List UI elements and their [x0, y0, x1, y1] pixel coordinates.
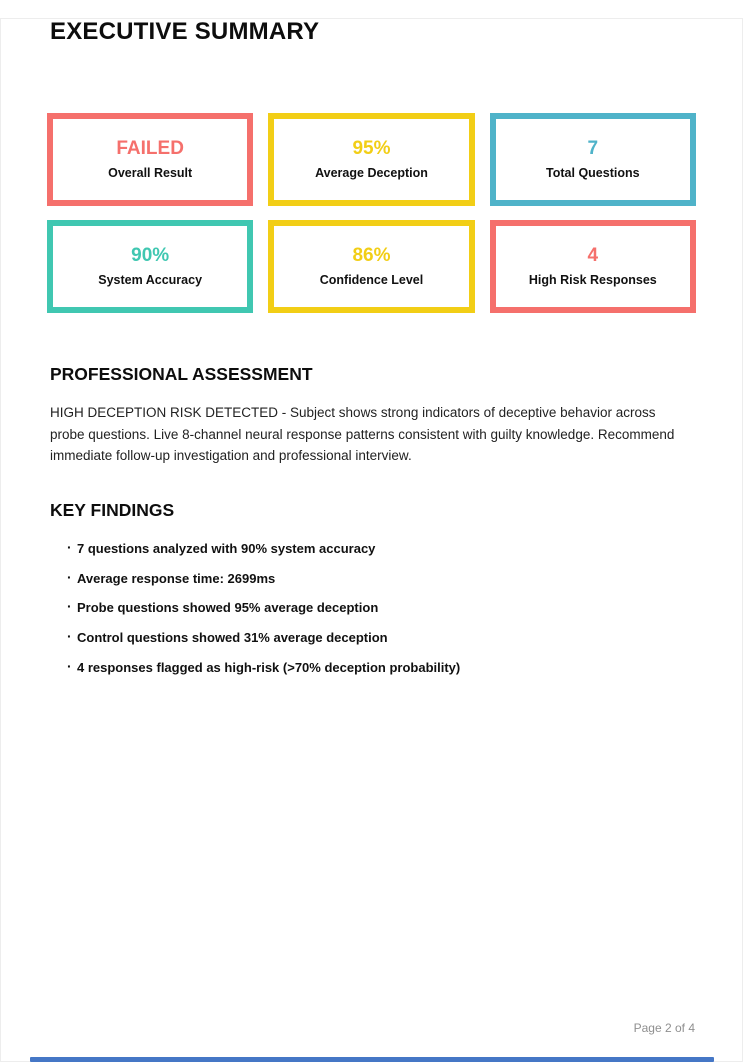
stat-card-confidence-level [268, 220, 474, 313]
stat-label: Overall Result [108, 166, 193, 181]
stat-value: 4 [587, 245, 599, 267]
stat-label: System Accuracy [98, 273, 203, 288]
next-page-top-bar [30, 1057, 714, 1062]
professional-assessment-section [0, 364, 743, 467]
stat-card-high-risk-responses [490, 220, 696, 313]
report-page [0, 18, 743, 1062]
stat-value: 7 [587, 138, 599, 160]
stat-label: Average Deception [315, 166, 428, 181]
finding-item: · 7 questions analyzed with 90% system accuracy [50, 542, 692, 556]
page-title: EXECUTIVE SUMMARY [50, 18, 320, 45]
key-findings-section [0, 500, 743, 690]
page-number: Page 2 of 4 [633, 1021, 695, 1035]
finding-item: · Probe questions showed 95% average deception [50, 601, 692, 615]
stat-card-overall-result [47, 113, 253, 206]
stat-value: 90% [131, 245, 170, 267]
summary-stat-cards [47, 113, 696, 313]
stat-label: High Risk Responses [528, 273, 657, 288]
stat-card-average-deception [268, 113, 474, 206]
stat-value: FAILED [116, 138, 184, 160]
stat-card-system-accuracy [47, 220, 253, 313]
finding-item: · 4 responses flagged as high-risk (>70% deception probability) [50, 661, 692, 675]
stat-label: Total Questions [546, 166, 640, 181]
professional-assessment-body: HIGH DECEPTION RISK DETECTED - Subject shows strong indicators of deceptive behavior across probe questions. Live 8-channel neural response patterns consistent with guilty knowledge. Recommend immediate follow-up investigation and professional interview. [50, 405, 675, 463]
stat-value: 86% [352, 245, 391, 267]
stat-card-total-questions [490, 113, 696, 206]
finding-item: · Control questions showed 31% average deception [50, 631, 692, 645]
key-findings-heading: KEY FINDINGS [50, 500, 175, 520]
key-findings-list [50, 542, 692, 674]
finding-item: · Average response time: 2699ms [50, 572, 692, 586]
professional-assessment-heading: PROFESSIONAL ASSESSMENT [50, 364, 313, 384]
stat-label: Confidence Level [319, 273, 424, 288]
stat-value: 95% [352, 138, 391, 160]
